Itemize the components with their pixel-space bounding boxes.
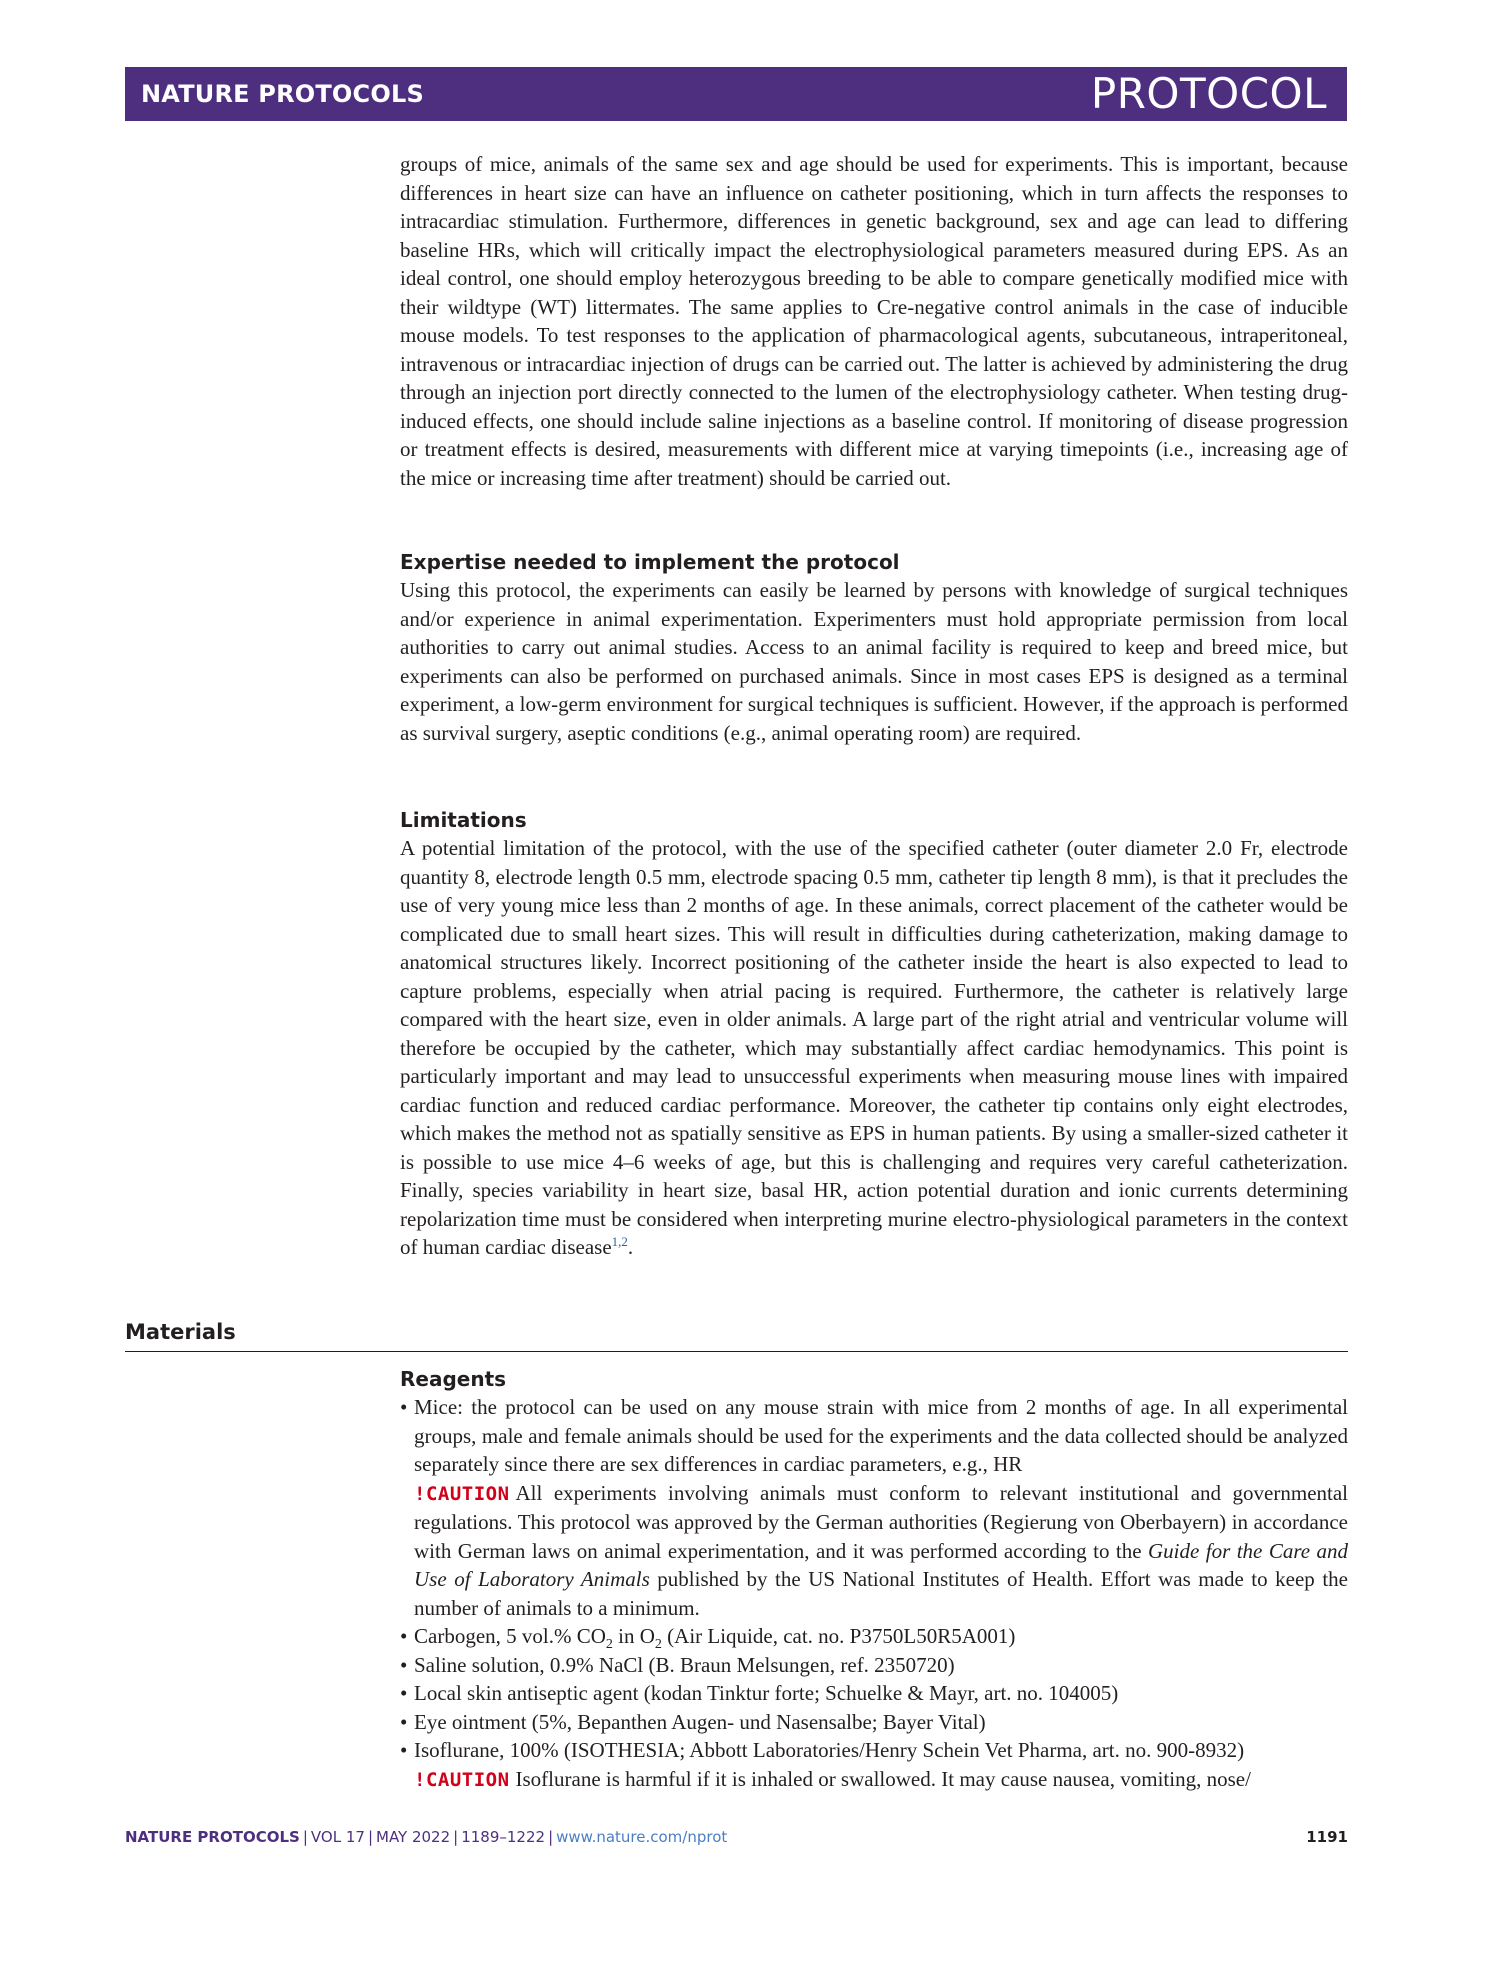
subscript: 2 bbox=[654, 1637, 662, 1652]
intro-paragraph: groups of mice, animals of the same sex and age should be used for experiments. This is important, because differences in heart size can have an influence on catheter positioning, which in turn affects the responses to intracardiac stimulation. Furthermore, differences in genetic background, sex and age can lead to differing baseline HRs, which will critically impact the electrophysiological parameters measured during EPS. As an ideal control, one should employ heterozygous breeding to be able to compare genetically modified mice with their wildtype (WT) littermates. The same applies to Cre-negative control animals in the case of inducible mouse models. To test responses to the application of pharmacological agents, subcutaneous, intraperitoneal, intravenous or intracardiac injection of drugs can be carried out. The latter is achieved by administering the drug through an injection port directly connected to the lumen of the electrophysiology catheter. When testing drug-induced effects, one should include saline injections as a baseline control. If monitoring of disease progression or treatment effects is desired, measurements with different mice at varying timepoints (i.e., increasing age of the mice or increasing time after treatment) should be carried out. bbox=[400, 152, 1348, 490]
section-divider bbox=[125, 1351, 1348, 1352]
bullet-icon: • bbox=[400, 1681, 408, 1705]
reagent-item-saline bbox=[400, 1651, 1348, 1680]
caution-text: Isoflurane is harmful if it is inhaled or swallowed. It may cause nausea, vomiting, nose/ bbox=[515, 1766, 1251, 1791]
reagents-section bbox=[400, 1365, 1348, 1794]
reagent-text: Carbogen, 5 vol.% CO bbox=[414, 1624, 606, 1648]
reagents-heading: Reagents bbox=[400, 1367, 507, 1391]
page-footer bbox=[125, 1828, 1348, 1852]
bullet-icon: • bbox=[400, 1738, 408, 1762]
bullet-icon: • bbox=[400, 1709, 408, 1734]
subscript: 2 bbox=[605, 1637, 613, 1652]
limitations-heading: Limitations bbox=[400, 808, 527, 832]
article-type: PROTOCOL bbox=[1090, 69, 1327, 118]
page-number: 1191 bbox=[1306, 1828, 1348, 1846]
reagent-item-mice bbox=[400, 1393, 1348, 1622]
materials-heading: Materials bbox=[125, 1320, 236, 1344]
bullet-icon: • bbox=[400, 1624, 408, 1648]
expertise-heading: Expertise needed to implement the protocol bbox=[400, 550, 900, 574]
caution-label: !CAUTION bbox=[414, 1482, 510, 1505]
bullet-icon: • bbox=[400, 1652, 408, 1677]
footer-separator: | bbox=[302, 1828, 308, 1846]
reagent-item-eye-ointment bbox=[400, 1708, 1348, 1737]
reagent-text: Mice: the protocol can be used on any mouse strain with mice from 2 months of age. In all experimental groups, male and female animals should be used for the experiments and the data collected should be analyzed separately since there are sex differences in cardiac parameters, e.g., HR bbox=[414, 1395, 1348, 1476]
journal-header-bar bbox=[125, 67, 1347, 121]
footer-separator: | bbox=[453, 1828, 459, 1846]
footer-pages: 1189–1222 bbox=[461, 1828, 546, 1846]
footer-volume: VOL 17 bbox=[310, 1828, 365, 1846]
limitations-section bbox=[400, 806, 1348, 1262]
footer-separator: | bbox=[548, 1828, 554, 1846]
caution-label: !CAUTION bbox=[414, 1768, 510, 1791]
expertise-section bbox=[400, 548, 1348, 747]
reagent-text: in O bbox=[612, 1624, 655, 1648]
reagent-text: Saline solution, 0.9% NaCl (B. Braun Melsungen, ref. 2350720) bbox=[414, 1652, 955, 1677]
reagent-item-antiseptic bbox=[400, 1679, 1348, 1708]
journal-name: NATURE PROTOCOLS bbox=[141, 80, 424, 108]
limitations-paragraph bbox=[400, 834, 1348, 1262]
reagent-text: Local skin antiseptic agent (kodan Tinktur forte; Schuelke & Mayr, art. no. 104005) bbox=[414, 1681, 1119, 1705]
caution-text: published by the US National Institutes of Health. Effort was made to keep the number of animals to a minimum. bbox=[414, 1567, 1349, 1620]
reagent-item-carbogen bbox=[400, 1622, 1348, 1651]
reagent-text: Isoflurane, 100% (ISOTHESIA; Abbott Laboratories/Henry Schein Vet Pharma, art. no. 900-8932) bbox=[414, 1738, 1245, 1762]
citation-link[interactable]: 1,2 bbox=[611, 1234, 628, 1249]
footer-url-link[interactable]: www.nature.com/nprot bbox=[556, 1828, 728, 1846]
intro-section bbox=[400, 150, 1348, 492]
guide-title: Guide for the Care and Use of Laboratory Animals bbox=[414, 1538, 1348, 1591]
reagent-item-isoflurane bbox=[400, 1736, 1348, 1794]
limitations-text: A potential limitation of the protocol, with the use of the specified catheter (outer diameter 2.0 Fr, electrode quantity 8, electrode length 0.5 mm, electrode spacing 0.5 mm, catheter tip length 8 mm), is that it precludes the use of very young mice less than 2 months of age. In these animals, correct placement of the catheter would be complicated due to small heart sizes. This will result in difficulties during catheterization, making damage to anatomical structures likely. Incorrect positioning of the catheter inside the heart is also expected to lead to capture problems, especially when atrial pacing is required. Furthermore, the catheter is relatively large compared with the heart size, even in older animals. A large part of the right atrial and ventricular volume will therefore be occupied by the catheter, which may substantially affect cardiac hemodynamics. This point is particularly important and may lead to unsuccessful experiments when measuring mouse lines with impaired cardiac function and reduced cardiac performance. Moreover, the catheter tip contains only eight electrodes, which makes the method not as spatially sensitive as EPS in human patients. By using a smaller-sized catheter it is possible to use mice 4–6 weeks of age, but this is challenging and requires very careful catheterization. Finally, species variability in heart size, basal HR, action potential duration and ionic currents determining repolarization time must be considered when interpreting murine electro-physiological parameters in the context of human cardiac disease bbox=[400, 836, 1348, 1259]
footer-date: MAY 2022 bbox=[376, 1828, 451, 1846]
reagent-text: Eye ointment (5%, Bepanthen Augen- und Nasensalbe; Bayer Vital) bbox=[414, 1709, 986, 1734]
bullet-icon: • bbox=[400, 1395, 408, 1419]
reagent-text: (Air Liquide, cat. no. P3750L50R5A001) bbox=[661, 1624, 1016, 1648]
footer-journal: NATURE PROTOCOLS bbox=[125, 1828, 300, 1846]
footer-separator: | bbox=[367, 1828, 373, 1846]
reagents-list bbox=[400, 1393, 1348, 1794]
limitations-end: . bbox=[627, 1235, 634, 1259]
expertise-paragraph: Using this protocol, the experiments can easily be learned by persons with knowledge of surgical techniques and/or experience in animal experimentation. Experimenters must hold appropriate permission from local authorities to carry out animal studies. Access to an animal facility is required to keep and breed mice, but experiments can also be performed on purchased animals. Since in most cases EPS is designed as a terminal experiment, a low-germ environment for surgical techniques is sufficient. However, if the approach is performed as survival surgery, aseptic conditions (e.g., animal operating room) are required. bbox=[400, 578, 1348, 745]
caution-text: All experiments involving animals must conform to relevant institutional and governmental regulations. This protocol was approved by the German authorities (Regierung von Oberbayern) in accordance with German laws on animal experimentation, and it was performed according to the bbox=[414, 1480, 1348, 1563]
